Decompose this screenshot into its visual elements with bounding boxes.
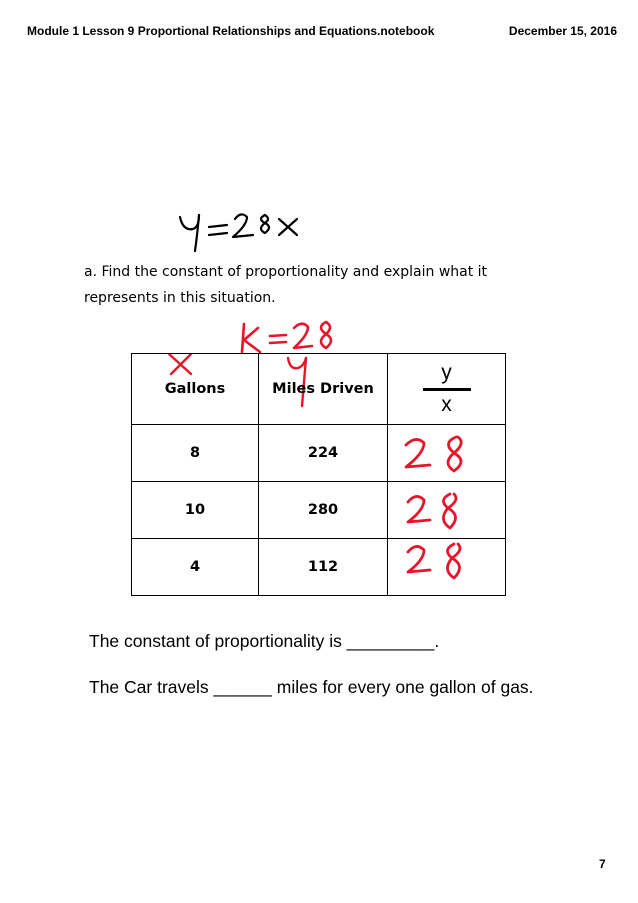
- statement-constant: The constant of proportionality is _________.: [89, 631, 440, 651]
- prompt-line-1: a. Find the constant of proportionality and explain what it: [84, 264, 488, 280]
- table-header-row: [132, 354, 506, 425]
- svg-text:28: 28: [402, 433, 404, 434]
- header-gallons: Gallons: [132, 354, 259, 425]
- cell-gallons: 4: [132, 539, 259, 596]
- cell-gallons: 10: [132, 482, 259, 539]
- cell-miles: 112: [259, 539, 388, 596]
- cell-gallons: 8: [132, 425, 259, 482]
- fraction-bar: [423, 388, 471, 391]
- notebook-date: December 15, 2016: [508, 24, 617, 38]
- svg-text:y: y: [284, 354, 285, 355]
- handwritten-ratio-row-3: [402, 540, 474, 582]
- handwritten-constant: [236, 318, 346, 358]
- header-miles-driven: Miles Driven: [259, 354, 388, 425]
- fraction-denominator: x: [441, 393, 452, 416]
- notebook-filename: Module 1 Lesson 9 Proportional Relationships and Equations.notebook: [27, 24, 435, 38]
- svg-text:k=28: k=28: [236, 318, 239, 319]
- problem-prompt: [84, 259, 584, 311]
- svg-text:28: 28: [402, 540, 404, 541]
- svg-text:y=28x: y=28x: [175, 205, 178, 206]
- cell-miles: 224: [259, 425, 388, 482]
- page-header: [27, 24, 617, 38]
- handwritten-equation: [175, 205, 305, 257]
- y-over-x-fraction: [423, 361, 471, 417]
- svg-text:28: 28: [402, 490, 404, 491]
- prompt-line-2: represents in this situation.: [84, 290, 276, 306]
- handwritten-ratio-row-2: [402, 490, 474, 532]
- statement-miles-per-gallon: The Car travels ______ miles for every one gallon of gas.: [89, 677, 534, 697]
- fraction-numerator: y: [441, 361, 452, 384]
- page-number: 7: [599, 857, 606, 871]
- cell-miles: 280: [259, 482, 388, 539]
- header-ratio: [388, 354, 506, 425]
- svg-text:x: x: [165, 350, 166, 351]
- handwritten-ratio-row-1: [402, 433, 474, 475]
